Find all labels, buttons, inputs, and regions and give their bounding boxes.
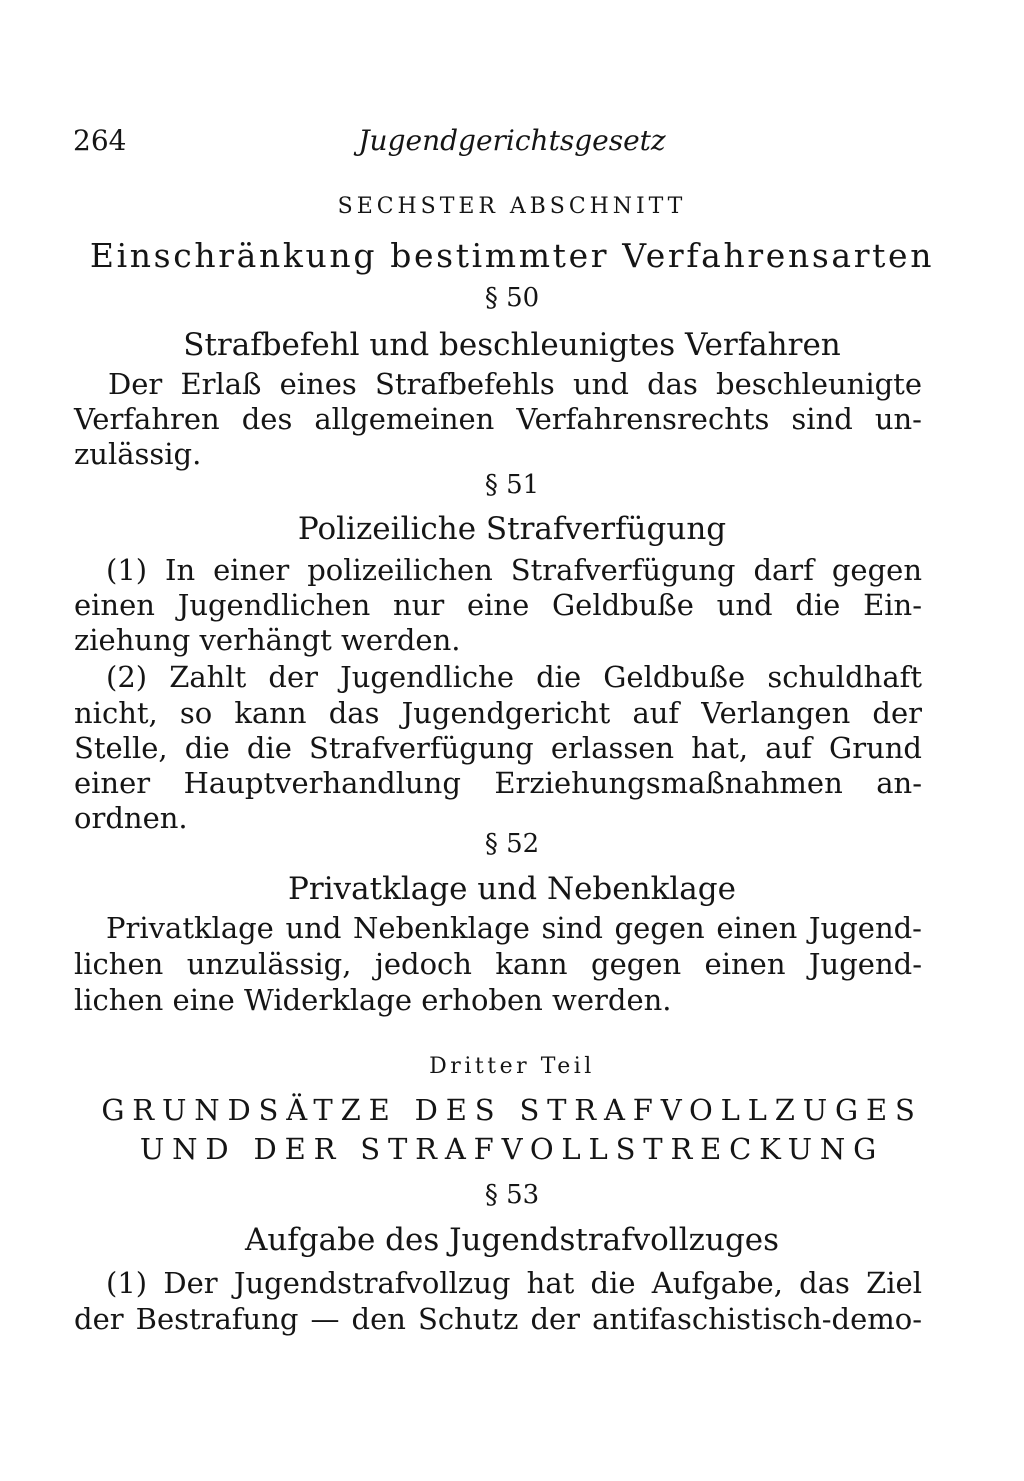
text-line: Stelle, die die Strafverfügung erlassen hat, auf Grund <box>74 731 922 765</box>
text-line: Privatklage und Nebenklage sind gegen einen Jugend- <box>106 911 922 945</box>
text-line: nicht, so kann das Jugendgericht auf Verlangen der <box>74 696 922 730</box>
text-line: ziehung verhängt werden. <box>74 623 461 657</box>
page-number: 264 <box>73 124 127 157</box>
section-title: Einschränkung bestimmter Verfahrensarten <box>89 236 935 275</box>
text-line: einen Jugendlichen nur eine Geldbuße und die Ein- <box>74 588 922 622</box>
running-title: Jugendgerichtsgesetz <box>358 124 666 157</box>
paragraph-number-50: § 50 <box>484 283 540 313</box>
text-line: Der Erlaß eines Strafbefehls und das beschleunigte <box>108 367 922 401</box>
text-line: ordnen. <box>74 801 188 835</box>
paragraph-title-50: Strafbefehl und beschleunigtes Verfahren <box>183 327 841 363</box>
section-label: SECHSTER ABSCHNITT <box>337 194 687 219</box>
paragraph-title-51: Polizeiliche Strafverfügung <box>297 511 727 547</box>
text-line: der Bestrafung — den Schutz der antifaschistisch-demo- <box>74 1302 922 1336</box>
text-line: lichen eine Widerklage erhoben werden. <box>74 983 672 1017</box>
text-line: einer Hauptverhandlung Erziehungsmaßnahmen an- <box>74 766 922 800</box>
text-line: Verfahren des allgemeinen Verfahrensrechts sind un- <box>74 402 922 436</box>
text-line: (2) Zahlt der Jugendliche die Geldbuße schuldhaft <box>106 660 922 694</box>
text-line: (1) In einer polizeilichen Strafverfügung darf gegen <box>106 553 922 587</box>
paragraph-title-53: Aufgabe des Jugendstrafvollzuges <box>244 1222 780 1258</box>
part-label: Dritter Teil <box>429 1054 595 1079</box>
text-line: zulässig. <box>74 437 202 471</box>
paragraph-title-52: Privatklage und Nebenklage <box>288 871 736 907</box>
paragraph-number-52: § 52 <box>484 829 540 859</box>
text-line: (1) Der Jugendstrafvollzug hat die Aufgabe, das Ziel <box>106 1266 922 1300</box>
paragraph-number-51: § 51 <box>484 470 540 500</box>
part-title-line-2: UND DER STRAFVOLLSTRECKUNG <box>139 1132 885 1166</box>
part-title-line-1: GRUNDSÄTZE DES STRAFVOLLZUGES <box>101 1093 923 1127</box>
text-line: lichen unzulässig, jedoch kann gegen einen Jugend- <box>74 947 922 981</box>
paragraph-number-53: § 53 <box>484 1180 540 1210</box>
